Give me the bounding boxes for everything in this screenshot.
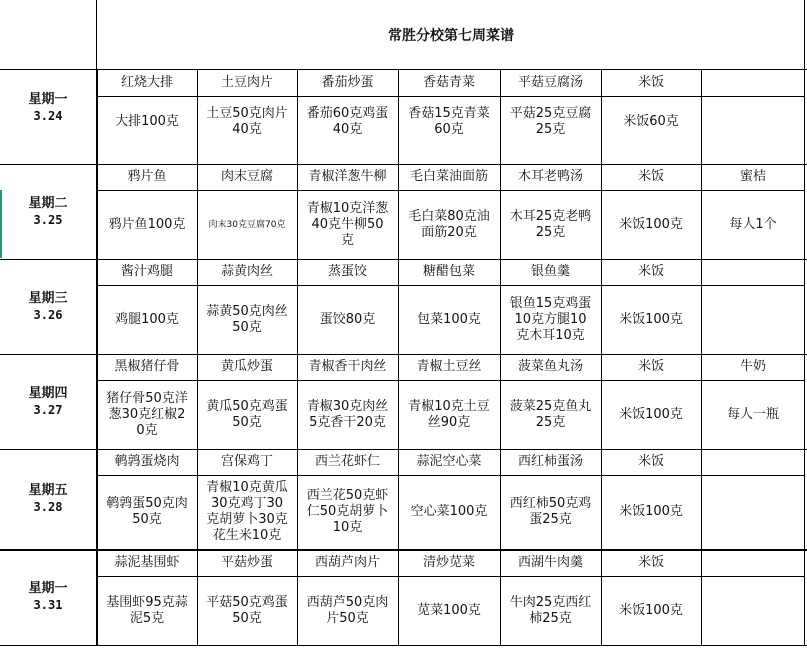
- dish-detail: 菠菜25克鱼丸25克: [509, 398, 592, 430]
- day-label: [0, 164, 96, 259]
- dish-name: 米饭: [637, 264, 664, 279]
- dish-detail: 米饭100克: [619, 216, 683, 232]
- dish-name: [701, 549, 805, 576]
- dish-detail: 青椒10克黄瓜30克鸡丁30克胡萝卜30克花生米10克: [206, 480, 288, 543]
- dish-detail: 毛白菜80克油面筋20克: [408, 208, 490, 240]
- dish-detail: 米饭60克: [623, 113, 679, 129]
- dish-name: 糖醋包菜: [422, 264, 475, 279]
- dish-detail: 鹌鹑蛋50克肉50克: [106, 496, 188, 527]
- dish-detail: 银鱼15克鸡蛋10克方腿10克木耳10克: [509, 295, 592, 343]
- dish-detail: 香菇15克青菜60克: [408, 105, 490, 137]
- dish-name: 米饭: [637, 169, 664, 184]
- dish-name: 西兰花虾仁: [314, 454, 380, 469]
- dish-name: 银鱼羹: [530, 264, 570, 279]
- dish-detail: 鸦片鱼100克: [108, 216, 186, 232]
- dish-name: 西湖牛肉羹: [517, 554, 583, 570]
- dish-name: 木耳老鸭汤: [517, 169, 583, 184]
- dish-detail: 米饭100克: [619, 406, 683, 422]
- date: 3.27: [33, 402, 63, 417]
- dish-detail: 米饭100克: [619, 504, 683, 519]
- weekday: 星期四: [28, 385, 68, 401]
- dish-name: 番茄炒蛋: [321, 74, 374, 90]
- dish-name: 蒜泥空心菜: [416, 454, 482, 469]
- weekday: 星期五: [28, 483, 68, 498]
- dish-detail: 西葫芦50克肉片50克: [306, 594, 389, 626]
- dish-name: 红烧大排: [120, 74, 173, 90]
- dish-name: [701, 259, 805, 285]
- dish-detail: 平菇25克豆腐25克: [509, 105, 592, 137]
- dish-detail: 蛋饺80克: [319, 311, 376, 327]
- dish-name: 西葫芦肉片: [314, 554, 380, 570]
- dish-name: 鸦片鱼: [127, 169, 167, 184]
- dish-name: 青椒土豆丝: [416, 359, 482, 374]
- dish-detail: 大排100克: [115, 113, 179, 129]
- date: 3.31: [33, 598, 63, 612]
- dish-name: [701, 69, 805, 96]
- dish-detail: 每人一瓶: [726, 406, 779, 422]
- dish-detail: [701, 96, 805, 147]
- day-label: [0, 449, 96, 549]
- dish-name: 米饭: [637, 359, 664, 374]
- dish-name: 西红柿蛋汤: [517, 454, 583, 469]
- dish-name: 酱汁鸡腿: [120, 264, 173, 279]
- dish-name: 肉末豆腐: [220, 169, 273, 184]
- dish-detail: 蒜黄50克肉丝50克: [206, 303, 288, 335]
- dish-name: 蒜黄肉丝: [220, 264, 273, 279]
- dish-detail: 肉末30克豆腐70克: [208, 219, 286, 230]
- dish-detail: 牛肉25克西红柿25克: [509, 594, 592, 626]
- dish-detail: [701, 475, 805, 549]
- dish-detail: 木耳25克老鸭25克: [509, 208, 592, 240]
- weekday: 星期二: [28, 195, 68, 211]
- dish-detail: 青椒10克土豆丝90克: [408, 398, 490, 430]
- date: 3.28: [33, 500, 63, 514]
- dish-detail: 空心菜100克: [410, 504, 488, 519]
- menu-title: 常胜分校第七周菜谱: [388, 27, 514, 44]
- weekday: 星期一: [28, 92, 68, 107]
- dish-name: 蜜桔: [739, 169, 766, 184]
- dish-detail: [701, 285, 805, 354]
- dish-detail: 米饭100克: [619, 311, 683, 327]
- dish-detail: 黄瓜50克鸡蛋50克: [206, 398, 288, 430]
- dish-detail: 鸡腿100克: [115, 311, 179, 327]
- dish-detail: 苋菜100克: [417, 602, 481, 618]
- dish-name: 米饭: [637, 454, 664, 469]
- weekday: 星期一: [28, 581, 68, 596]
- dish-detail: 包菜100克: [417, 311, 481, 327]
- dish-detail: 青椒30克肉丝5克香干20克: [306, 398, 389, 430]
- dish-detail: 平菇50克鸡蛋50克: [206, 594, 288, 626]
- day-label: [0, 69, 96, 147]
- dish-name: 平菇豆腐汤: [517, 74, 583, 90]
- dish-name: 菠菜鱼丸汤: [517, 359, 583, 374]
- date: 3.24: [33, 109, 63, 123]
- row-rule: [0, 645, 807, 646]
- dish-detail: 土豆50克肉片40克: [206, 105, 288, 137]
- dish-name: [701, 449, 805, 475]
- date: 3.26: [33, 307, 63, 322]
- dish-name: 青椒香干肉丝: [308, 359, 387, 374]
- dish-detail: 每人1个: [729, 216, 777, 232]
- dish-detail: 西兰花50克虾仁50克胡萝卜10克: [306, 488, 389, 535]
- dish-name: 毛白菜油面筋: [409, 169, 488, 184]
- weekday: 星期三: [28, 290, 68, 306]
- dish-name: 牛奶: [739, 359, 766, 374]
- dish-name: 青椒洋葱牛柳: [308, 169, 387, 184]
- dish-detail: 青椒10克洋葱40克牛柳50克: [306, 200, 389, 248]
- dish-detail: 西红柿50克鸡蛋25克: [509, 496, 592, 527]
- day-label: [0, 354, 96, 449]
- dish-name: 米饭: [637, 554, 664, 570]
- dish-detail: 番茄60克鸡蛋40克: [306, 105, 389, 137]
- dish-name: 平菇炒蛋: [220, 554, 273, 570]
- date: 3.25: [33, 212, 63, 227]
- day-label: [0, 549, 96, 645]
- dish-name: 蒸蛋饺: [327, 264, 367, 279]
- dish-detail: 猪仔骨50克洋葱30克红椒20克: [106, 390, 188, 438]
- dish-detail: 米饭100克: [619, 602, 683, 618]
- dish-name: 土豆肉片: [220, 74, 273, 90]
- dish-name: 米饭: [637, 74, 664, 90]
- dish-name: 蒜泥基围虾: [114, 554, 180, 570]
- dish-name: 鹌鹑蛋烧肉: [114, 454, 180, 469]
- dish-name: 黑椒猪仔骨: [114, 359, 180, 374]
- dish-detail: 基围虾95克蒜泥5克: [106, 594, 188, 626]
- dish-detail: [701, 576, 805, 645]
- day-label: [0, 259, 96, 354]
- dish-name: 清炒苋菜: [422, 554, 475, 570]
- dish-name: 黄瓜炒蛋: [220, 359, 273, 374]
- dish-name: 宫保鸡丁: [220, 454, 273, 469]
- dish-name: 香菇青菜: [422, 74, 475, 90]
